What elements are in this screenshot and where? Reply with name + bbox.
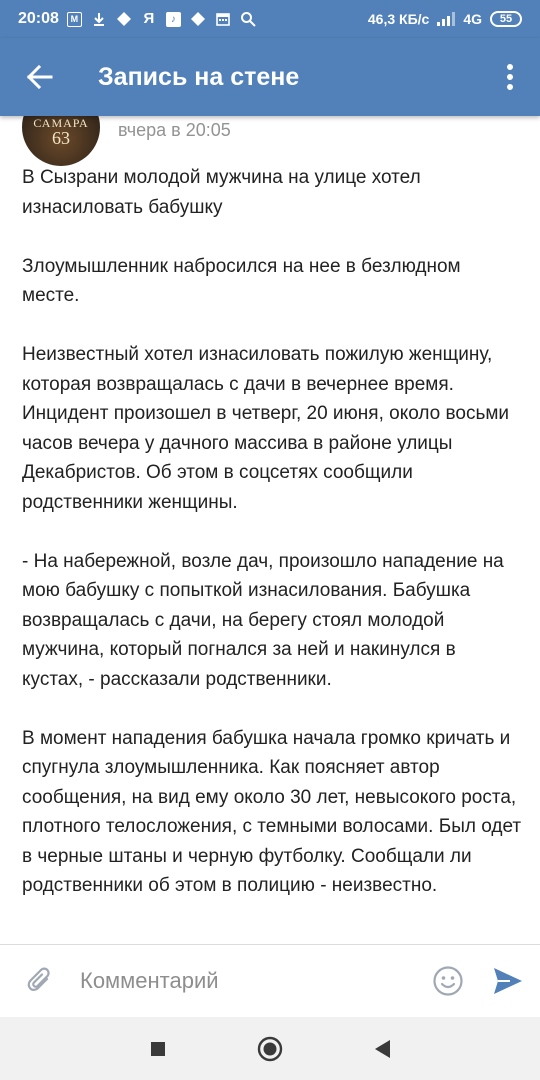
- top-app-bar: [0, 38, 540, 116]
- avatar-logo-text: САМАРА: [33, 116, 89, 130]
- post-paragraph: Злоумышленник набросился на нее в безлюдном месте.: [22, 255, 461, 306]
- back-arrow-icon: [25, 63, 53, 91]
- avatar-logo-number: 63: [52, 128, 70, 148]
- post-header: [0, 116, 540, 146]
- network-type: 4G: [463, 11, 482, 27]
- send-button[interactable]: [476, 945, 540, 1017]
- smiley-icon: [432, 965, 464, 997]
- status-right: [368, 11, 522, 27]
- post-paragraph: В момент нападения бабушка начала громко кричать и спугнула злоумышленника. Как поясняет автор сообщения, на вид ему около 30 лет, невысокого роста, плотного телосложения, с темными волосами. Был одет в черные штаны и черную футболку. Сообщали ли родственники об этом в полицию - неизвестно.: [22, 727, 522, 896]
- yandex-icon: Я: [143, 10, 155, 27]
- net-speed: 46,3 КБ/с: [367, 11, 430, 27]
- post-paragraph: В Сызрани молодой мужчина на улице хотел изнасиловать бабушку: [22, 167, 421, 218]
- square-icon: [150, 1041, 166, 1057]
- page-title: Запись на стене: [98, 62, 300, 91]
- vk-icon: [190, 11, 206, 27]
- battery-level: 55: [499, 13, 513, 25]
- status-time: 20:08: [18, 10, 59, 27]
- battery-icon: [490, 11, 522, 27]
- post-text: [22, 163, 522, 930]
- home-button[interactable]: [214, 1017, 326, 1080]
- vk-icon: [116, 11, 132, 27]
- comment-bar: [0, 945, 540, 1017]
- signal-icon: [437, 12, 455, 26]
- recents-button[interactable]: [102, 1017, 214, 1080]
- post-paragraph: - На набережной, возле дач, произошло нападение на мою бабушку с попыткой изнасилования. Бабушка возвращалась с дачи, на берегу стоял молодой мужчина, который погнался за ней и накинулся в кустах, - рассказали родственники.: [22, 550, 504, 690]
- attach-button[interactable]: [0, 945, 80, 1017]
- mail-icon: M: [67, 12, 82, 27]
- paperclip-icon: [25, 966, 55, 996]
- triangle-back-icon: [373, 1039, 391, 1059]
- system-nav-bar: [0, 1017, 540, 1080]
- more-menu-button[interactable]: [480, 38, 540, 116]
- back-button[interactable]: [0, 38, 78, 116]
- more-vert-icon: [506, 64, 514, 90]
- send-icon: [492, 966, 524, 996]
- music-icon: ♪: [166, 12, 181, 27]
- notification-icons: [67, 11, 256, 27]
- back-nav-button[interactable]: [326, 1017, 438, 1080]
- post-timestamp[interactable]: вчера в 20:05: [118, 120, 231, 140]
- calendar-icon: [215, 11, 231, 27]
- home-circle-icon: [257, 1036, 283, 1062]
- status-bar: [0, 0, 540, 38]
- emoji-button[interactable]: [420, 945, 476, 1017]
- comment-input[interactable]: [80, 945, 420, 1017]
- download-icon: [91, 11, 107, 27]
- search-icon: [240, 11, 256, 27]
- post-paragraph: Неизвестный хотел изнасиловать пожилую женщину, которая возвращалась с дачи в вечернее время. Инцидент произошел в четверг, 20 июня, около восьми часов вечера у дачного массива в районе улицы Декабристов. Об этом в соцсетях сообщили родственники женщины.: [22, 344, 510, 513]
